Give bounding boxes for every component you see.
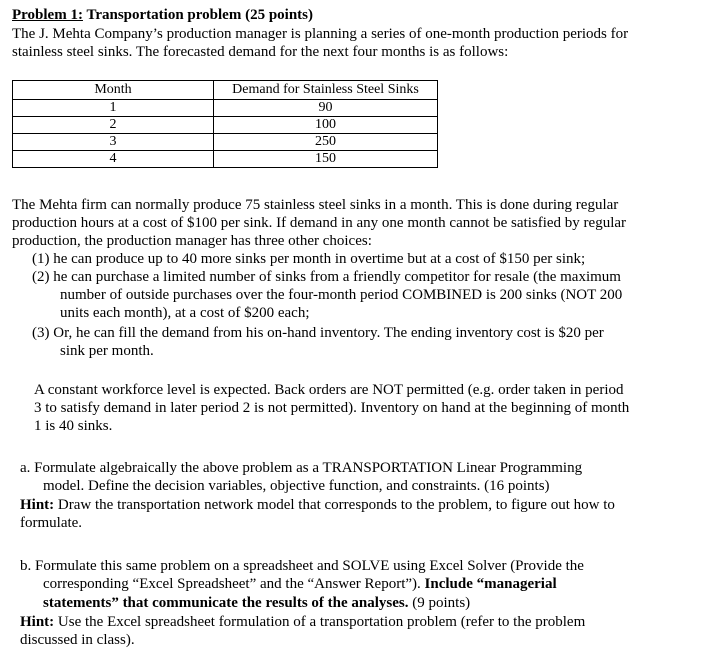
- part-b-text: corresponding “Excel Spreadsheet” and the “Answer Report”).: [43, 576, 425, 592]
- part-b-hint: [20, 613, 585, 631]
- choice-line: (1) he can produce up to 40 more sinks per month in overtime but at a cost of $150 per sink;: [32, 251, 586, 267]
- part-b-points: (9 points): [408, 595, 471, 611]
- col-header-demand: Demand for Stainless Steel Sinks: [214, 81, 438, 100]
- choice-line: number of outside purchases over the four-month period COMBINED is 200 sinks (NOT 200: [60, 287, 623, 303]
- part-a-hint-cont: formulate.: [20, 515, 83, 531]
- problem-title: Transportation problem (25 points): [82, 7, 313, 23]
- problem-heading: [12, 6, 313, 24]
- part-b-line: b. Formulate this same problem on a spreadsheet and SOLVE using Excel Solver (Provide the: [20, 558, 584, 574]
- body-line: 1 is 40 sinks.: [34, 418, 113, 434]
- body-line: production hours at a cost of $100 per sink. If demand in any one month cannot be satisfied by regular: [12, 215, 627, 231]
- table-row: [13, 134, 438, 151]
- body-line: A constant workforce level is expected. Back orders are NOT permitted (e.g. order taken in period: [34, 382, 624, 398]
- demand-cell: 100: [214, 117, 438, 134]
- part-a-hint: [20, 496, 615, 514]
- table-header-row: [13, 81, 438, 100]
- intro-line: The J. Mehta Company’s production manager is planning a series of one-month production periods for: [12, 26, 629, 42]
- part-a-line: model. Define the decision variables, objective function, and constraints. (16 points): [43, 478, 550, 494]
- part-b-emphasis: statements” that communicate the results of the analyses.: [43, 595, 409, 611]
- choice-line: (3) Or, he can fill the demand from his on-hand inventory. The ending inventory cost is $20 per: [32, 325, 604, 341]
- intro-line: stainless steel sinks. The forecasted demand for the next four months is as follows:: [12, 44, 509, 60]
- demand-table: [12, 80, 438, 168]
- choice-line: sink per month.: [60, 343, 154, 359]
- month-cell: 2: [13, 117, 214, 134]
- body-line: 3 to satisfy demand in later period 2 is not permitted). Inventory on hand at the beginning of month: [34, 400, 630, 416]
- part-a-line: a. Formulate algebraically the above problem as a TRANSPORTATION Linear Programming: [20, 460, 583, 476]
- col-header-month: Month: [13, 81, 214, 100]
- part-b-line: [43, 575, 557, 593]
- choice-line: units each month), at a cost of $200 each;: [60, 305, 310, 321]
- month-cell: 4: [13, 151, 214, 168]
- table-row: [13, 117, 438, 134]
- month-cell: 1: [13, 100, 214, 117]
- body-line: The Mehta firm can normally produce 75 stainless steel sinks in a month. This is done during regular: [12, 197, 619, 213]
- hint-label: Hint:: [20, 614, 55, 630]
- part-b-line: [43, 594, 470, 612]
- hint-text: Draw the transportation network model that corresponds to the problem, to figure out how to: [54, 497, 615, 513]
- hint-text: Use the Excel spreadsheet formulation of a transportation problem (refer to the problem: [54, 614, 586, 630]
- problem-label: Problem 1:: [12, 7, 83, 23]
- demand-cell: 250: [214, 134, 438, 151]
- table-row: [13, 100, 438, 117]
- demand-cell: 90: [214, 100, 438, 117]
- choice-line: (2) he can purchase a limited number of sinks from a friendly competitor for resale (the maximum: [32, 269, 621, 285]
- demand-cell: 150: [214, 151, 438, 168]
- month-cell: 3: [13, 134, 214, 151]
- part-b-hint-cont: discussed in class).: [20, 632, 135, 648]
- table-row: [13, 151, 438, 168]
- part-b-emphasis: Include “managerial: [424, 576, 557, 592]
- body-line: production, the production manager has three other choices:: [12, 233, 372, 249]
- hint-label: Hint:: [20, 497, 55, 513]
